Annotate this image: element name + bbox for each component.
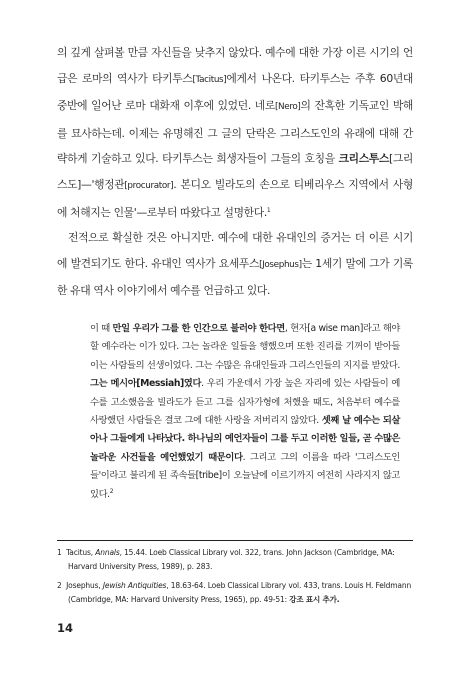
text-run: . 그리고 그의 이름을 따라 '그리스도인들'이라고 불리게 된 족속들 xyxy=(90,451,401,482)
latin-term: [Josephus] xyxy=(259,259,302,270)
text-run: . 본디오 빌라도의 손으로 티베리우스 지역에서 사형에 처해지는 인물'—로부터 따왔다고 설명한다. xyxy=(57,177,413,219)
footnote-ref[interactable]: 2 xyxy=(109,487,114,495)
block-quote xyxy=(90,320,400,504)
text-run: , 15.44. Loeb Classical Library vol. 322, trans. John Jackson (Cambridge, MA: Harvard University Press, 1989), p. 283. xyxy=(68,548,395,571)
latin-term: [procurator] xyxy=(124,180,174,191)
emphasis: 그는 메시아 xyxy=(90,378,137,390)
footnote-1 xyxy=(57,546,413,574)
text-run: 라고 해야 할 예수라는 이가 있다. 그는 놀라운 일들을 행했으며 또한 진리를 기꺼이 받아들이는 사람들의 선생이었다. 그는 수많은 유대인들과 그리스인들의 지지를 받았다. xyxy=(90,323,400,371)
emphasis: 강조 표시 추가. xyxy=(289,595,340,604)
text-run: [그리스도]—'행정관 xyxy=(57,152,413,191)
text-run: , 현자 xyxy=(284,323,308,334)
paragraph-1 xyxy=(57,40,413,225)
latin-term: [tribe] xyxy=(195,470,222,482)
paragraph-2 xyxy=(57,225,413,304)
text-run: . 우리 가운데서 가장 높은 자리에 있는 사람들이 예수를 고소했음을 빌라도가 듣고 그를 십자가형에 처했을 때도, 처음부터 예수를 사랑했던 사람들은 결코 그에 대한 사랑을 저버리지 않았다. xyxy=(90,378,400,427)
text-run: 에게서 나온다. 타키투스는 주후 60년대 중반에 일어난 로마 대화재 이후에 있었던. 네로 xyxy=(57,71,414,113)
footnote-divider xyxy=(57,540,413,541)
text-run: , 18.63-64. Loeb Classical Library vol. 433, trans. Louis H. Feldmann (Cambridge, MA: Harvard University Press, 1965), pp. 49-51: xyxy=(68,581,412,604)
work-title: Annals xyxy=(95,548,120,557)
emphasis: 만일 우리가 그를 한 인간으로 불러야 한다면 xyxy=(112,323,285,334)
footnote-number: 1 xyxy=(57,548,62,557)
text-run: 의 깊게 살펴볼 만큼 자신들을 낮추지 않았다. 예수에 대한 가장 이른 시기의 언급은 로마의 역사가 타키투스 xyxy=(57,46,413,85)
text-run: 이 오늘날에 이르기까지 여전히 사라지지 않고 있다. xyxy=(90,470,401,500)
latin-term: [a wise man] xyxy=(307,323,363,334)
latin-term: [Nero] xyxy=(274,102,301,113)
emphasis: 크리스투스 xyxy=(338,152,389,166)
emphasis: [Messiah] xyxy=(136,378,184,390)
text-run: 이 때 xyxy=(90,323,113,334)
text-run: Tacitus, xyxy=(66,548,96,557)
text-run: Josephus, xyxy=(66,581,103,590)
latin-term: [Tacitus] xyxy=(192,74,227,85)
footnotes xyxy=(57,546,413,612)
work-title: Jewish Antiquities xyxy=(102,581,167,590)
text-run: 는 1세기 말에 그가 기록한 유대 역사 이야기에서 예수를 언급하고 있다. xyxy=(57,256,413,298)
footnote-ref[interactable]: 1 xyxy=(266,206,271,214)
main-text xyxy=(57,40,413,304)
page-number: 14 xyxy=(57,621,74,635)
emphasis: 셋째 날 예수는 되살아나 그들에게 나타났다. 하나님의 예언자들이 그를 두고 이러한 일들, 곧 수많은 놀라운 사건들을 예언했었기 때문이다 xyxy=(90,415,400,463)
emphasis: 였다 xyxy=(183,378,202,390)
footnote-2 xyxy=(57,579,413,607)
text-run: 전적으로 확실한 것은 아니지만. 예수에 대한 유대인의 증거는 더 이른 시기에 발견되기도 한다. 유대인 역사가 요세푸스 xyxy=(57,231,413,270)
text-run: 의 잔혹한 기독교인 박해를 묘사하는데. 이제는 유명해진 그 글의 단락은 그리스도인의 유래에 대해 간략하게 기술하고 있다. 타키투스는 희생자들이 그들의 호칭을 xyxy=(57,99,413,166)
footnote-number: 2 xyxy=(57,581,62,590)
